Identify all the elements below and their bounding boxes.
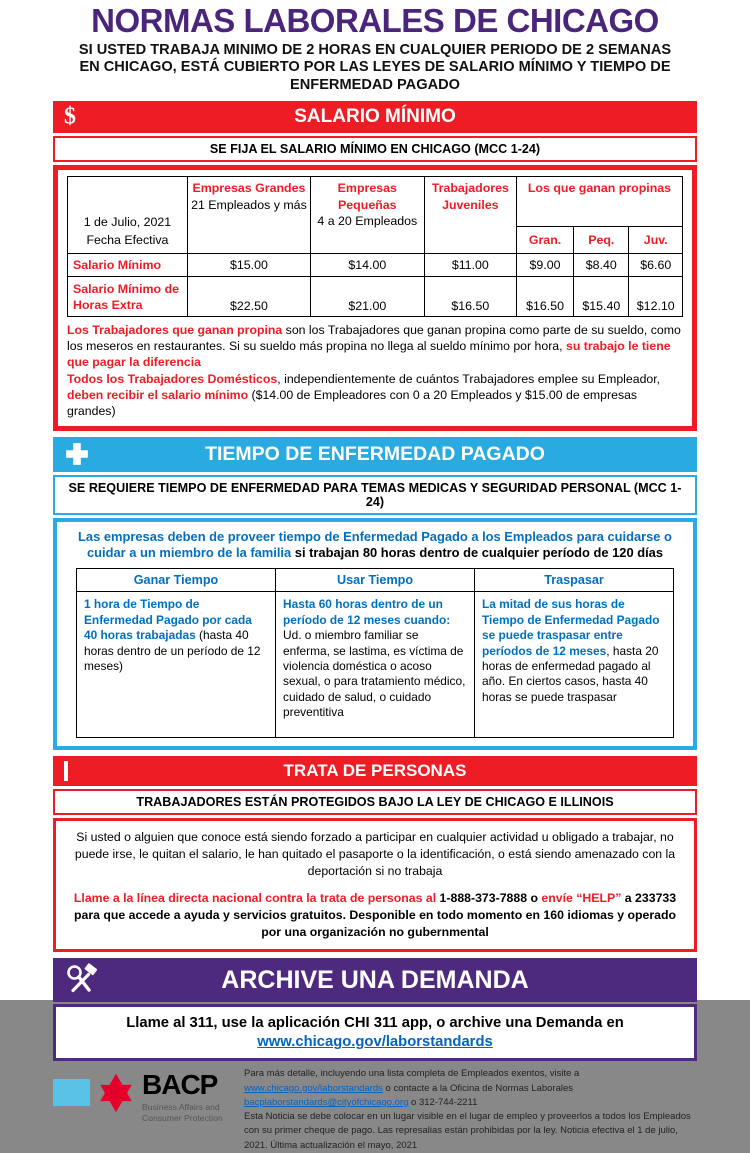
wage-value: $11.00: [424, 254, 516, 277]
trafficking-subbanner: TRABAJADORES ESTÁN PROTEGIDOS BAJO LA LEY DE CHICAGO E ILLINOIS: [53, 789, 697, 815]
logo-blue-square: [53, 1079, 90, 1106]
minimum-wage-banner-title: SALARIO MÍNIMO: [294, 106, 456, 128]
minimum-wage-body: [53, 165, 697, 431]
sick-col-earn: Ganar Tiempo: [77, 569, 276, 592]
sick-leave-banner: [53, 437, 697, 472]
trafficking-banner: [53, 756, 697, 786]
wage-value: $6.60: [629, 254, 683, 277]
wage-row-minimum: [68, 254, 683, 277]
wage-value: $21.00: [310, 277, 424, 317]
wage-effective-date-cell: 1 de Julio, 2021 Fecha Efectiva: [68, 177, 188, 254]
minimum-wage-notes: [67, 322, 683, 420]
complaint-link[interactable]: www.chicago.gov/laborstandards: [257, 1034, 493, 1051]
wage-value: $16.50: [516, 277, 573, 317]
wage-value: $9.00: [516, 254, 573, 277]
sick-cell-earn: 1 hora de Tiempo de Enfermedad Pagado por cada 40 horas trabajadas (hasta 40 horas dentro de un período de 12 meses): [77, 592, 276, 738]
wage-value: $12.10: [629, 277, 683, 317]
wage-value: $14.00: [310, 254, 424, 277]
footer: [53, 1067, 697, 1153]
logo-subtitle: Business Affairs and Consumer Protection: [142, 1102, 223, 1124]
logo-name: BACP: [142, 1069, 218, 1101]
medical-cross-icon: [64, 441, 90, 467]
minimum-wage-subbanner: SE FIJA EL SALARIO MÍNIMO EN CHICAGO (MCC 1-24): [53, 136, 697, 162]
trafficking-paragraph: Si usted o alguien que conoce está siendo forzado a participar en cualquier actividad u obligado a trabajar, no puede irse, le quitan el salario, le han quitado el pasaporte o la identificación, o está siendo amenazado con la deportación si no trabaja: [74, 830, 676, 878]
minimum-wage-table: [67, 176, 683, 317]
wage-col-large-employers: Empresas Grandes 21 Empleados y más: [187, 177, 310, 254]
wage-table-header-row: [68, 177, 683, 227]
sick-leave-banner-title: TIEMPO DE ENFERMEDAD PAGADO: [205, 442, 545, 465]
logo-text: [142, 1071, 232, 1123]
tips-subcol-small: Peq.: [574, 227, 629, 254]
footer-link-laborstandards[interactable]: www.chicago.gov/laborstandards: [244, 1082, 383, 1094]
bacp-logo: [53, 1067, 232, 1123]
sick-leave-body: [53, 518, 697, 751]
tips-subcol-large: Gran.: [516, 227, 573, 254]
chicago-star-icon: [95, 1072, 137, 1114]
magnifier-gavel-icon: [64, 963, 100, 997]
page-title: NORMAS LABORALES DE CHICAGO: [91, 2, 659, 39]
trafficking-body: [53, 818, 697, 952]
sick-cell-use: Hasta 60 horas dentro de un período de 12 meses cuando: Ud. o miembro familiar se enferma, se lastima, es víctima de violencia doméstica o acoso sexual, o para tratamiento médico, cuidado de salud, o cuidado preventitiva: [276, 592, 475, 738]
footer-fine-print: [244, 1067, 697, 1153]
complaint-banner-title: ARCHIVE UNA DEMANDA: [221, 965, 529, 994]
wage-row-overtime: [68, 277, 683, 317]
sick-col-use: Usar Tiempo: [276, 569, 475, 592]
sick-leave-subbanner: SE REQUIERE TIEMPO DE ENFERMEDAD PARA TEMAS MEDICAS Y SEGURIDAD PERSONAL (MCC 1-24): [53, 475, 697, 515]
domestic-workers-note: Todos los Trabajadores Domésticos, independientemente de cuántos Trabajadores emplee su Empleador, deben recibir el salario mínimo ($14.00 de Empleadores con 0 a 20 Empleados y $15.00 de empresas grandes): [67, 372, 661, 419]
wage-value: $22.50: [187, 277, 310, 317]
wage-col-small-employers: Empresas Pequeñas 4 a 20 Empleados: [310, 177, 424, 254]
sick-cell-carryover: La mitad de sus horas de Tiempo de Enfermedad Pagado se puede traspasar entre períodos de 12 meses, hasta 20 horas de enfermedad pagado al año. En ciertos casos, hasta 40 horas se puede traspasar: [475, 592, 674, 738]
wage-col-tipped-workers: Los que ganan propinas: [516, 177, 682, 227]
tips-subcol-youth: Juv.: [629, 227, 683, 254]
sick-leave-table: [76, 568, 674, 738]
complaint-body: [53, 1004, 697, 1061]
minimum-wage-banner: [53, 101, 697, 133]
sick-table-body-row: [77, 592, 674, 738]
section-paid-sick-leave: [53, 437, 697, 751]
fine-print-notice: Esta Noticia se debe colocar en un lugar visible en el lugar de empleo y proveerlos a todos los Empleados con su primer cheque de pago. Las represalias están prohibidas por la ley. Noticia efectiva el 1 de julio, 2021. Última actualización el mayo, 2021: [244, 1111, 691, 1151]
page-subtitle: SI USTED TRABAJA MINIMO DE 2 HORAS EN CUALQUIER PERIODO DE 2 SEMANAS EN CHICAGO, ESTÁ CUBIERTO POR LAS LEYES DE SALARIO MÍNIMO Y TIEMPO DE ENFERMEDAD PAGADO: [78, 41, 672, 94]
complaint-banner: [53, 958, 697, 1002]
trafficking-hotline: Llame a la línea directa nacional contra la trata de personas al 1-888-373-7888 o envíe “HELP” a 233733 para que accede a ayuda y servicios gratuitos. Desponible en todo momento en 160 idiomas y operado por una organización no gubernmental: [73, 891, 677, 939]
complaint-instructions: Llame al 311, use la aplicación CHI 311 app, o archive una Demanda en: [126, 1015, 624, 1032]
wage-value: $15.00: [187, 254, 310, 277]
wage-row-overtime-label: Salario Mínimo de Horas Extra: [68, 277, 188, 317]
dollar-icon: $: [64, 103, 76, 130]
white-bar-icon: [64, 761, 68, 781]
sick-leave-intro: Las empresas deben de proveer tiempo de Enfermedad Pagado a los Empleados para cuidarse o cuidar a un miembro de la familia si trabajan 80 horas dentro de cualquier período de 120 días: [78, 528, 672, 561]
wage-value: $8.40: [574, 254, 629, 277]
sick-col-carryover: Traspasar: [475, 569, 674, 592]
wage-value: $16.50: [424, 277, 516, 317]
section-file-complaint: [53, 958, 697, 1061]
section-human-trafficking: [53, 756, 697, 952]
trafficking-banner-title: TRATA DE PERSONAS: [283, 761, 467, 781]
section-minimum-wage: [53, 101, 697, 431]
tipped-workers-note: Los Trabajadores que ganan propina son los Trabajadores que ganan propina como parte de su sueldo, como los meseros en restaurantes. Si su sueldo más propina no llega al sueldo mínimo por hora, su trabajo le tiene que pagar la diferencia: [67, 323, 681, 370]
wage-value: $15.40: [574, 277, 629, 317]
fine-print-contact: Para más detalle, incluyendo una lista completa de Empleados exentos, visite a www.chicago.gov/laborstandards o contacte a la Oficina de Normas Laborales bacplaborstandards@cityofchicago.org o 312-744-2211: [244, 1068, 580, 1108]
wage-row-minimum-label: Salario Mínimo: [68, 254, 188, 277]
footer-link-email[interactable]: bacplaborstandards@cityofchicago.org: [244, 1096, 409, 1108]
sick-table-header-row: [77, 569, 674, 592]
wage-col-youth-workers: Trabajadores Juveniles: [424, 177, 516, 254]
